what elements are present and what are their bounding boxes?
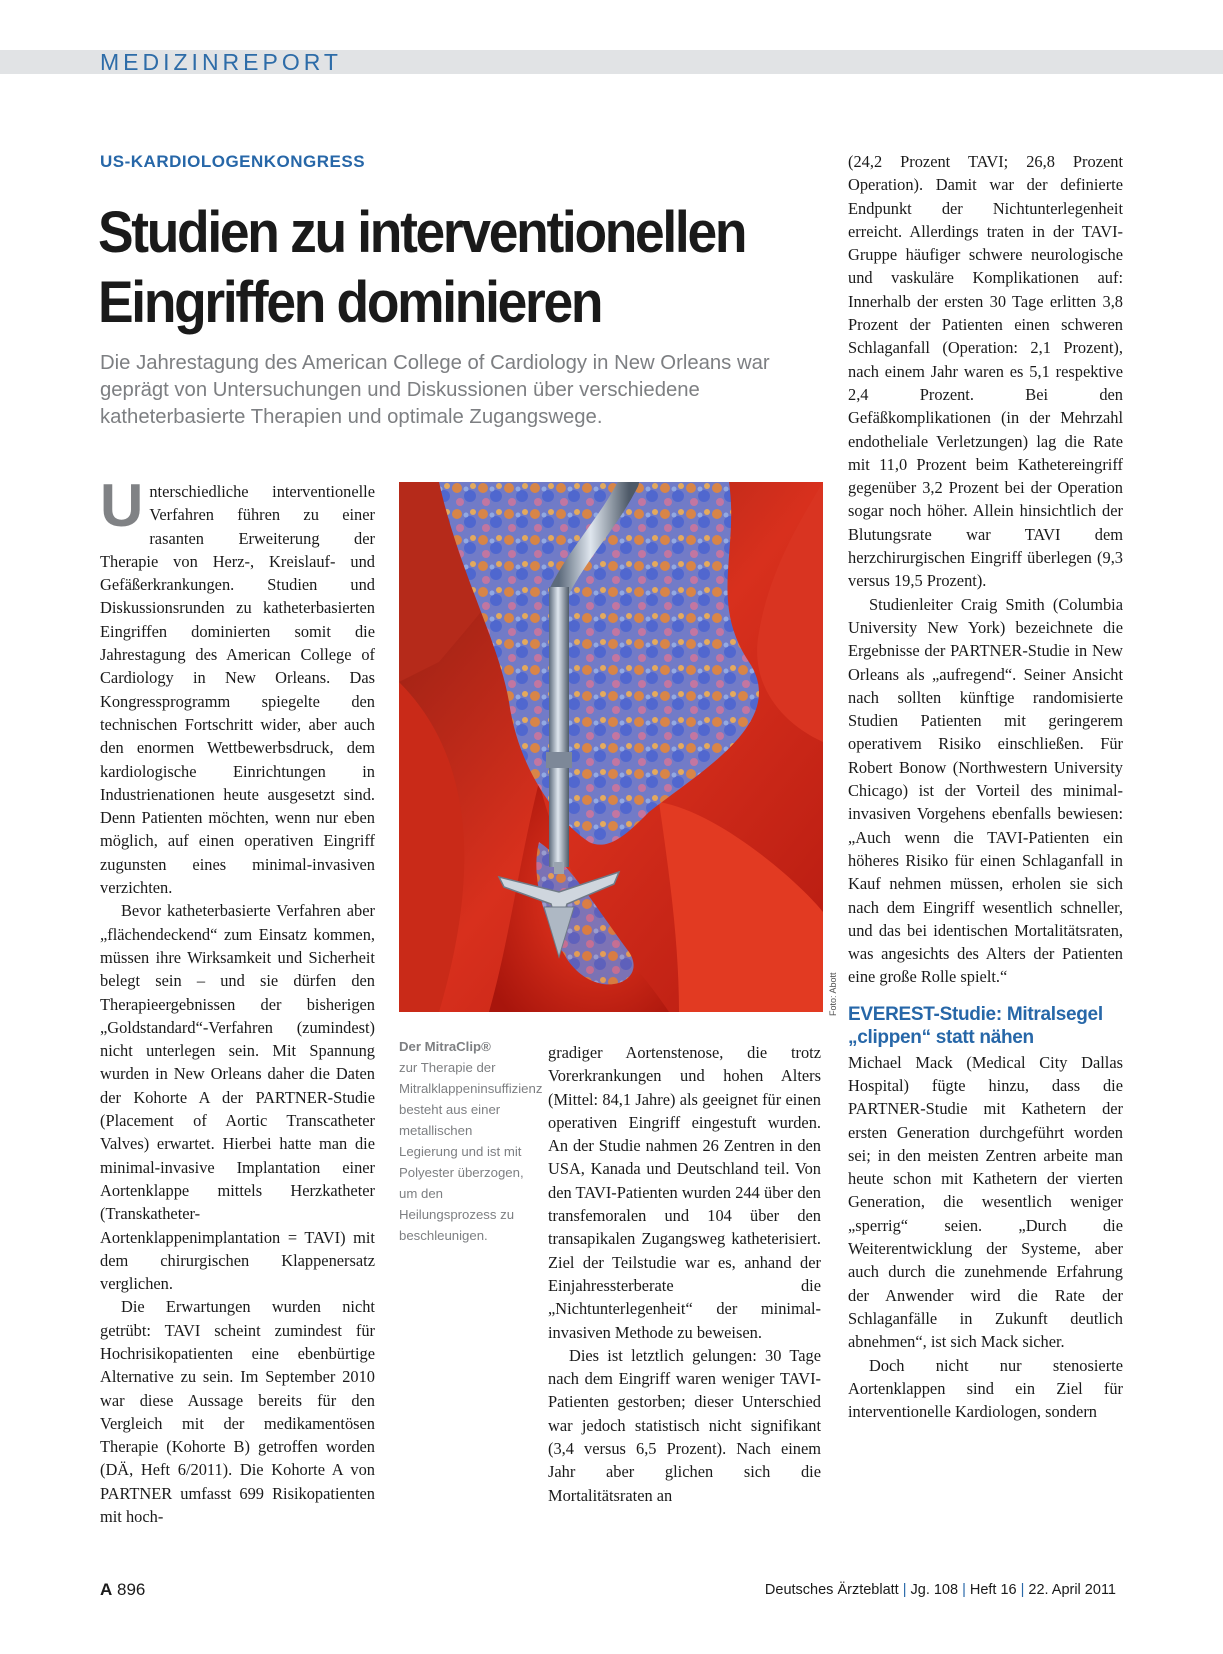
caption-title: Der MitraClip®: [399, 1039, 491, 1054]
paragraph: Die Erwartungen wurden nicht getrübt: TAVI scheint zumindest für Hochrisikopatienten eine ebenbürtige Alternative zu sein. Im September 2010 war diese Aussage bereits für den Vergleich mit der medikamentösen Therapie (Kohorte B) getroffen worden (DÄ, Heft 6/2011). Die Kohorte A von PARTNER umfasst 699 Risikopatienten mit hoch-: [100, 1297, 375, 1527]
journal-date: 22. April 2011: [1028, 1582, 1116, 1598]
drop-cap: U: [100, 472, 144, 539]
figure-caption: [399, 1036, 543, 1246]
paragraph-text: nterschiedliche interventionelle Verfahren führen zu einer rasanten Erweiterung der Therapie von Herz-, Kreislauf- und Gefäßerkrankungen. Studien und Diskussionsrunden zu katheterbasierten Eingriffen dominierten somit die Jahrestagung des American College of Cardiology in New Orleans. Das Kongressprogramm spiegelte den technischen Fortschritt wider, aber auch den enormen Wettbewerbsdruck, dem kardiologische Einrichtungen in Industrienationen heute ausgesetzt sind. Denn Patienten möchten, wenn nur eben möglich, auf einen operativen Eingriff zugunsten eines minimal-invasiven verzichten.: [100, 482, 375, 898]
subheading-line-2: „clippen“ statt nähen: [848, 1026, 1034, 1048]
kicker: US-KARDIOLOGENKONGRESS: [100, 152, 366, 171]
page-number: [100, 1580, 145, 1600]
caption-text: zur Therapie der Mitralklappeninsuffizienz besteht aus einer metallischen Legierung und ist mit Polyester überzogen, um den Heilungsprozess zu beschleunigen.: [399, 1060, 543, 1243]
paragraph: (24,2 Prozent TAVI; 26,8 Prozent Operation). Damit war der definierte Endpunkt der Nichtunterlegenheit erreicht. Allerdings traten in der TAVI-Gruppe häufiger schwere neurologische und vaskuläre Komplikationen auf: Innerhalb der ersten 30 Tage erlitten 3,8 Prozent der Patienten einen schweren Schlaganfall (Operation: 2,1 Prozent), nach einem Jahr waren es 5,1 respektive 2,4 Prozent. Bei den Gefäßkomplikationen (in der Mehrzahl endotheliale Verletzungen) lag die Rate mit 11,0 Prozent beim Kathetereingriff gegenüber 3,2 Prozent bei der Operation sogar noch höher. Allein hinsichtlich der Blutungsrate war TAVI dem herzchirurgischen Eingriff überlegen (9,3 versus 19,5 Prozent).: [848, 152, 1123, 591]
headline-line-1: Studien zu interventionellen: [98, 200, 746, 265]
paragraph: Dies ist letztlich gelungen: 30 Tage nach dem Eingriff waren weniger TAVI-Patienten gestorben; dieser Unterschied war jedoch statistisch nicht signifikant (3,4 versus 6,5 Prozent). Nach einem Jahr aber glichen sich die Mortalitätsraten an: [548, 1345, 821, 1505]
column-3: [548, 1041, 821, 1507]
section-label: MEDIZINREPORT: [100, 49, 342, 75]
paragraph: gradiger Aortenstenose, die trotz Vorerkrankungen und hohen Alters (Mittel: 84,1 Jahre) als geeignet für einen operativen Eingriff eingestuft wurden. An der Studie nahmen 26 Zentren in den USA, Kanada und Deutschland teil. Von den TAVI-Patienten wurden 244 über den transfemoralen und 104 über den transapikalen Zugangsweg katheterisiert. Ziel der Teilstudie war es, anhand der Einjahressterberate die „Nichtunterlegenheit“ der minimal-invasiven Methode zu beweisen.: [548, 1043, 821, 1342]
paragraph: Bevor katheterbasierte Verfahren aber „flächendeckend“ zum Einsatz kommen, müssen ihre Wirksamkeit und Sicherheit belegt sein – und sie dürfen den Therapieergebnissen der bisherigen „Goldstandard“-Verfahren (zumindest) nicht unterlegen sein. Mit Spannung wurden in New Orleans daher die Daten der Kohorte A der PARTNER-Studie (Placement of Aortic Transcatheter Valves) erwartet. Hierbei hatte man die minimal-invasive Implantation einer Aortenklappe mittels Herzkatheter (Transkatheter-Aortenklappenimplantation = TAVI) mit dem chirurgischen Klappenersatz verglichen.: [100, 901, 375, 1294]
paragraph: Doch nicht nur stenosierte Aortenklappen sind ein Ziel für interventionelle Kardiologen, sondern: [848, 1355, 1123, 1422]
subheading: [848, 989, 1123, 1049]
photo-credit: Foto: Abott: [828, 972, 838, 1016]
journal-volume: Jg. 108: [910, 1582, 959, 1598]
column-1: [100, 472, 375, 1528]
headline: [98, 198, 760, 338]
journal-issue: Heft 16: [969, 1582, 1017, 1598]
paragraph: Michael Mack (Medical City Dallas Hospital) fügte hinzu, dass die PARTNER-Studie mit Kathetern der ersten Generation durchgeführt worden sei; in den meisten Zentren arbeite man heute schon mit Kathetern der vierten Generation, die wesentlich weniger „sperrig“ seien. „Durch die Weiterentwicklung der Systeme, aber auch durch die zunehmende Erfahrung der Anwender wird die Rate der Schlaganfälle in Zukunft deutlich abnehmen“, ist sich Mack sicher.: [848, 1052, 1123, 1352]
paragraph: Studienleiter Craig Smith (Columbia University New York) bezeichnete die Ergebnisse der PARTNER-Studie in New Orleans als „aufregend“. Seiner Ansicht nach sollten künftige randomisierte Studien Patienten mit geringerem operativem Risiko einschließen. Für Robert Bonow (Northwestern University Chicago) ist der Vorteil des minimal-invasiven Vorgehens ebenfalls bewiesen: „Auch wenn die TAVI-Patienten ein höheres Risiko für einen Schlaganfall in Kauf nehmen müssen, erholen sie sich nach dem Eingriff wesentlich schneller, und das bei identischen Mortalitätsraten, was angesichts des Alters der Patienten eine große Rolle spielt.“: [848, 594, 1123, 987]
page-number-value: 896: [117, 1580, 146, 1599]
paragraph: [100, 472, 375, 899]
journal-info: Deutsches Ärzteblatt | Jg. 108 | Heft 16 | 22. April 2011: [764, 1582, 1116, 1598]
column-4: [848, 150, 1123, 1423]
mitraclip-illustration: [399, 482, 823, 1012]
page-prefix: A: [100, 1580, 113, 1599]
headline-line-2: Eingriffen dominieren: [98, 270, 602, 335]
journal-name: Deutsches Ärzteblatt: [764, 1582, 899, 1598]
lead-paragraph: Die Jahrestagung des American College of Cardiology in New Orleans war geprägt von Untersuchungen und Diskussionen über verschiedene katheterbasierte Therapien und optimale Zugangswege.: [100, 352, 770, 428]
subheading-line-1: EVEREST-Studie: Mitralsegel: [848, 1003, 1103, 1025]
mitraclip-image: [399, 482, 823, 1012]
